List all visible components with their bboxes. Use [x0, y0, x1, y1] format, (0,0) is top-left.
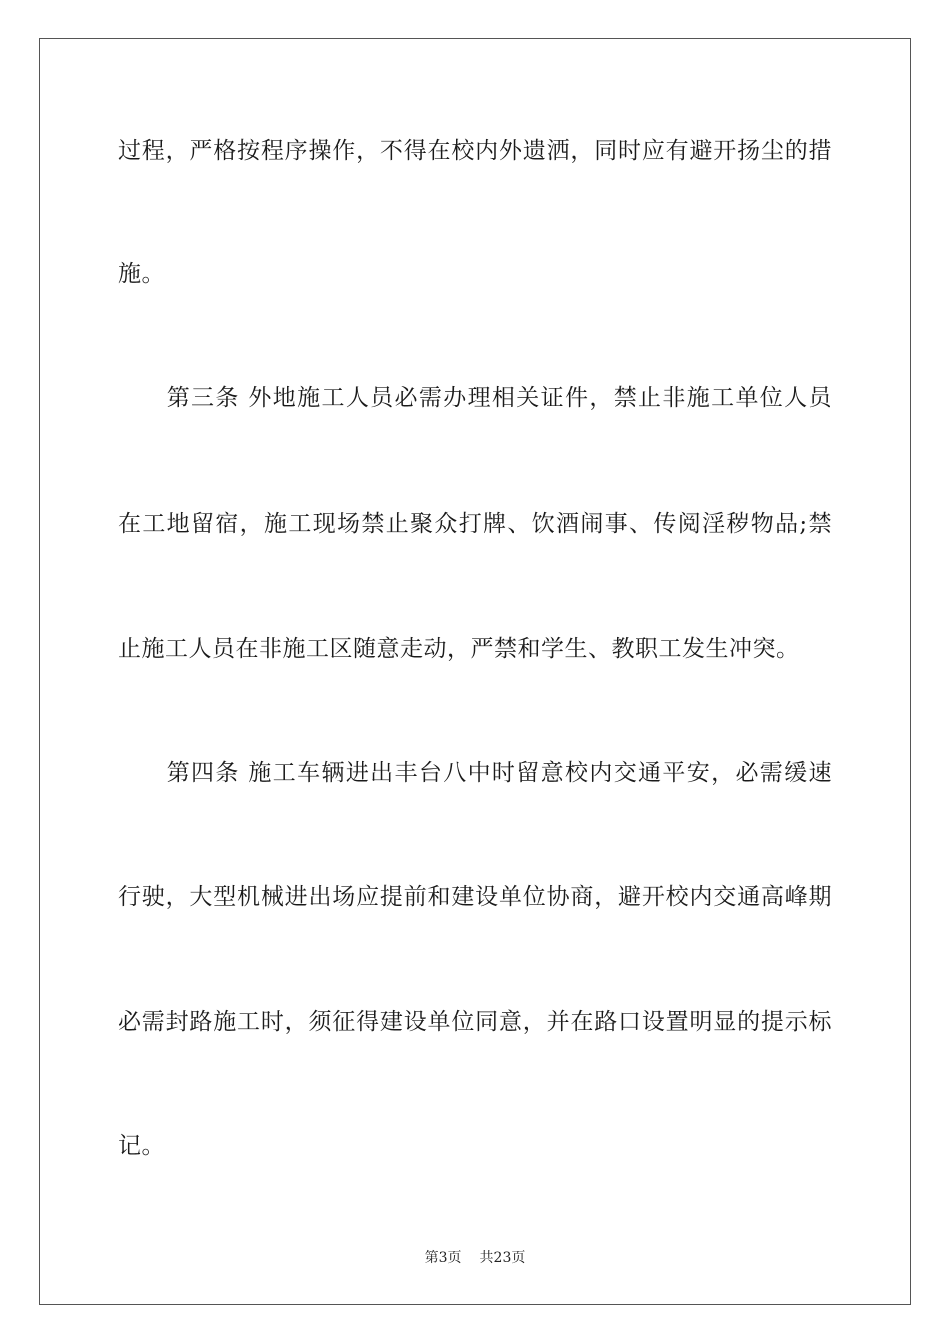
- body-line-7: 行驶，大型机械进出场应提前和建设单位协商，避开校内交通高峰期: [118, 884, 832, 910]
- body-line-2: 施。: [118, 261, 165, 287]
- body-line-9: 记。: [118, 1133, 165, 1159]
- body-line-8: 必需封路施工时，须征得建设单位同意，并在路口设置明显的提示标: [118, 1009, 832, 1035]
- page-footer: [0, 1248, 950, 1268]
- body-line-1: 过程，严格按程序操作，不得在校内外遗洒，同时应有避开扬尘的措: [118, 138, 832, 164]
- page-border: [39, 38, 911, 1305]
- body-line-3: 第三条 外地施工人员必需办理相关证件，禁止非施工单位人员: [118, 385, 832, 411]
- body-line-6: 第四条 施工车辆进出丰台八中时留意校内交通平安，必需缓速: [118, 760, 832, 786]
- body-line-5: 止施工人员在非施工区随意走动，严禁和学生、教职工发生冲突。: [118, 636, 800, 662]
- page-total: 共23页: [479, 1250, 526, 1266]
- page-number: 第3页: [424, 1250, 462, 1266]
- body-line-4: 在工地留宿，施工现场禁止聚众打牌、饮酒闹事、传阅淫秽物品;禁: [118, 511, 832, 537]
